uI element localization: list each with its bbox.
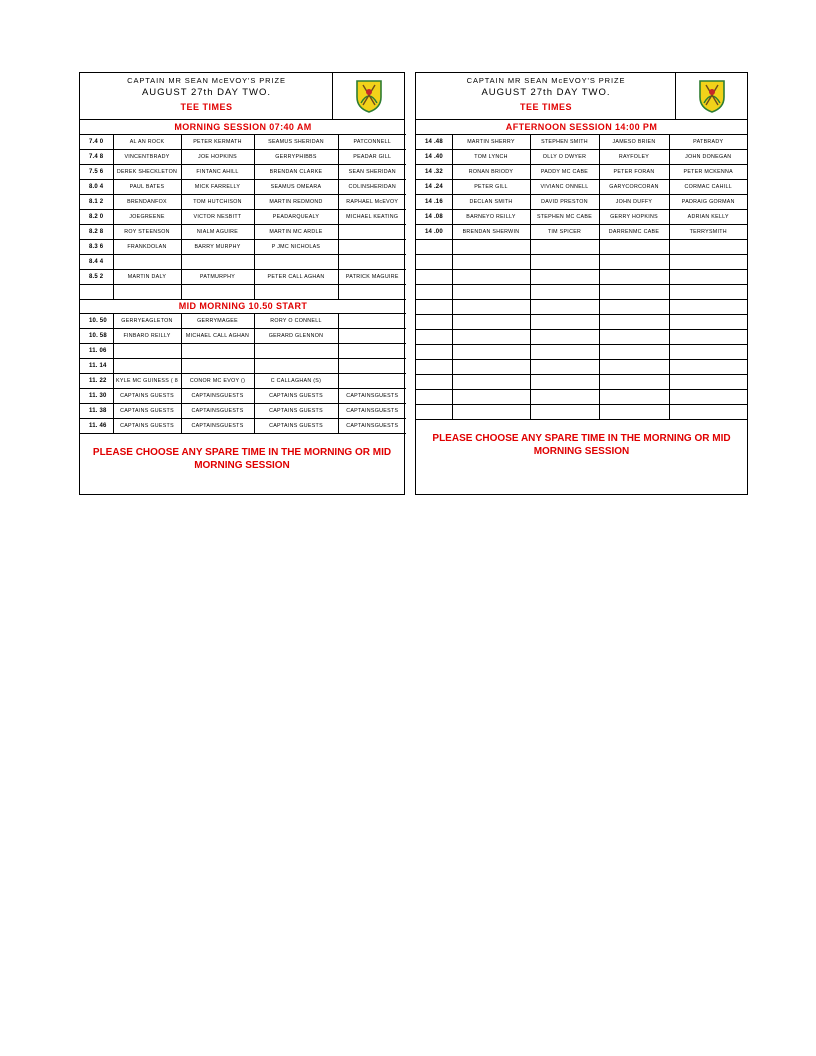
player-slot	[669, 374, 747, 389]
player-slot: VICTOR NESBITT	[181, 209, 254, 224]
player-slot	[669, 404, 747, 419]
tee-time: 11. 06	[80, 343, 113, 358]
player-slot	[113, 284, 181, 299]
tee-time-row	[80, 328, 406, 343]
player-slot	[669, 284, 747, 299]
tee-time-row	[416, 404, 747, 419]
player-slot	[530, 284, 599, 299]
player-slot: GERARD GLENNON	[254, 328, 338, 343]
player-slot: P JMC NICHOLAS	[254, 239, 338, 254]
tee-time-row	[416, 179, 747, 194]
player-slot	[599, 299, 669, 314]
player-slot: GERRY HOPKINS	[599, 209, 669, 224]
player-slot: SEAMUS OMEARA	[254, 179, 338, 194]
tee-time-row	[416, 209, 747, 224]
player-slot	[338, 373, 406, 388]
player-slot: AL AN ROCK	[113, 134, 181, 149]
tee-time-row	[416, 239, 747, 254]
player-slot: PEADAR GILL	[338, 149, 406, 164]
tee-time-row	[416, 299, 747, 314]
tee-time	[416, 269, 452, 284]
player-slot: DAVID PRESTON	[530, 194, 599, 209]
tee-time-row	[80, 343, 406, 358]
player-slot: RAPHAEL McEVOY	[338, 194, 406, 209]
tee-time-row	[416, 344, 747, 359]
tee-time: 11. 38	[80, 403, 113, 418]
player-slot: CAPTAINSGUESTS	[338, 418, 406, 433]
player-slot: MICHAEL CALL AGHAN	[181, 328, 254, 343]
player-slot	[338, 284, 406, 299]
tee-time: 8.0 4	[80, 179, 113, 194]
tee-time-row	[416, 194, 747, 209]
club-crest-icon	[698, 79, 726, 113]
player-slot	[530, 239, 599, 254]
tee-time: 14 .16	[416, 194, 452, 209]
player-slot	[599, 269, 669, 284]
player-slot: GERRYPHIBBS	[254, 149, 338, 164]
club-logo	[332, 73, 404, 119]
session-row	[80, 120, 406, 134]
player-slot: JOHN DONEGAN	[669, 149, 747, 164]
tee-time-row	[416, 374, 747, 389]
prize-title: CAPTAIN MR SEAN McEVOY'S PRIZE	[466, 76, 626, 85]
player-slot	[338, 254, 406, 269]
player-slot	[113, 343, 181, 358]
player-slot	[181, 284, 254, 299]
player-slot: CONOR MC EVOY ()	[181, 373, 254, 388]
player-slot	[599, 254, 669, 269]
player-slot	[530, 299, 599, 314]
tee-time: 11. 46	[80, 418, 113, 433]
player-slot	[669, 359, 747, 374]
sheet-header	[80, 73, 404, 120]
tee-time-row	[416, 284, 747, 299]
player-slot: CAPTAINS GUESTS	[113, 403, 181, 418]
player-slot: VIVIANC ONNELL	[530, 179, 599, 194]
tee-time-row	[80, 224, 406, 239]
tee-sheet-morning	[79, 72, 405, 495]
session-label: MORNING SESSION 07:40 AM	[80, 120, 406, 134]
player-slot: PETER KERMATH	[181, 134, 254, 149]
tee-time: 8.5 2	[80, 269, 113, 284]
player-slot: PETER MCKENNA	[669, 164, 747, 179]
tee-time: 8.1 2	[80, 194, 113, 209]
tee-time: 8.3 6	[80, 239, 113, 254]
player-slot: JOEGREENE	[113, 209, 181, 224]
player-slot	[452, 299, 530, 314]
tee-time: 14 .48	[416, 134, 452, 149]
tee-time-row	[80, 179, 406, 194]
player-slot: BRENDAN CLARKE	[254, 164, 338, 179]
player-slot	[669, 389, 747, 404]
tee-time-row	[80, 209, 406, 224]
player-slot	[530, 314, 599, 329]
player-slot: CAPTAINSGUESTS	[181, 418, 254, 433]
player-slot: DECLAN SMITH	[452, 194, 530, 209]
player-slot: FRANKDOLAN	[113, 239, 181, 254]
player-slot: PETER FORAN	[599, 164, 669, 179]
session-row	[416, 120, 747, 134]
player-slot: PAUL BATES	[113, 179, 181, 194]
player-slot	[599, 314, 669, 329]
player-slot: JOHN DUFFY	[599, 194, 669, 209]
player-slot	[452, 344, 530, 359]
player-slot: BARRY MURPHY	[181, 239, 254, 254]
player-slot	[452, 389, 530, 404]
player-slot: PATCONNELL	[338, 134, 406, 149]
player-slot: CAPTAINS GUESTS	[113, 388, 181, 403]
player-slot: PADRAIG GORMAN	[669, 194, 747, 209]
tee-time: 7.4 0	[80, 134, 113, 149]
club-logo	[675, 73, 747, 119]
tee-time	[416, 254, 452, 269]
player-slot	[669, 299, 747, 314]
player-slot	[452, 269, 530, 284]
tee-time	[416, 314, 452, 329]
tee-time-row	[80, 149, 406, 164]
player-slot: NIALM AGUIRE	[181, 224, 254, 239]
tee-time-row	[80, 313, 406, 328]
tee-time-row	[416, 134, 747, 149]
player-slot	[254, 284, 338, 299]
player-slot	[530, 329, 599, 344]
player-slot	[181, 343, 254, 358]
player-slot	[530, 269, 599, 284]
player-slot: TERRYSMITH	[669, 224, 747, 239]
player-slot	[669, 344, 747, 359]
player-slot	[254, 358, 338, 373]
player-slot	[338, 358, 406, 373]
tee-time-row	[416, 254, 747, 269]
player-slot	[599, 374, 669, 389]
player-slot	[113, 358, 181, 373]
tee-time	[416, 239, 452, 254]
player-slot: MARTIN REDMOND	[254, 194, 338, 209]
player-slot: PATMURPHY	[181, 269, 254, 284]
tee-time: 14 .32	[416, 164, 452, 179]
player-slot	[338, 343, 406, 358]
player-slot: COLINSHERIDAN	[338, 179, 406, 194]
player-slot	[452, 239, 530, 254]
player-slot	[452, 359, 530, 374]
tee-time: 8.2 8	[80, 224, 113, 239]
tee-time-row	[80, 388, 406, 403]
tee-time-row	[80, 134, 406, 149]
player-slot: C CALLAGHAN (S)	[254, 373, 338, 388]
player-slot: PETER CALL AGHAN	[254, 269, 338, 284]
tee-time-row	[80, 358, 406, 373]
player-slot: SEAMUS SHERIDAN	[254, 134, 338, 149]
player-slot: RONAN BRIODY	[452, 164, 530, 179]
player-slot	[452, 374, 530, 389]
player-slot: CAPTAINSGUESTS	[338, 403, 406, 418]
player-slot: PEADARQUEALY	[254, 209, 338, 224]
player-slot: CAPTAINS GUESTS	[254, 388, 338, 403]
tee-time: 14 .08	[416, 209, 452, 224]
player-slot: STEPHEN MC CABE	[530, 209, 599, 224]
tee-time: 7.4 8	[80, 149, 113, 164]
tee-time	[416, 344, 452, 359]
tee-time: 14 .00	[416, 224, 452, 239]
session-row	[80, 299, 406, 313]
player-slot	[530, 359, 599, 374]
event-date: AUGUST 27th DAY TWO.	[141, 87, 272, 98]
player-slot	[452, 314, 530, 329]
player-slot: PATRICK MAGUIRE	[338, 269, 406, 284]
player-slot: FINTANC AHILL	[181, 164, 254, 179]
tee-time-row	[416, 314, 747, 329]
player-slot: PATBRADY	[669, 134, 747, 149]
player-slot: CAPTAINSGUESTS	[181, 403, 254, 418]
player-slot: MICHAEL KEATING	[338, 209, 406, 224]
player-slot	[599, 404, 669, 419]
player-slot: DEREK SHECKLETON	[113, 164, 181, 179]
player-slot: SEAN SHERIDAN	[338, 164, 406, 179]
player-slot	[530, 389, 599, 404]
player-slot: BARNEYO REILLY	[452, 209, 530, 224]
player-slot: RAYFOLEY	[599, 149, 669, 164]
player-slot: CAPTAINSGUESTS	[181, 388, 254, 403]
player-slot	[452, 284, 530, 299]
player-slot: TOM LYNCH	[452, 149, 530, 164]
player-slot: TOM HUTCHISON	[181, 194, 254, 209]
player-slot: CORMAC CAHILL	[669, 179, 747, 194]
player-slot	[669, 314, 747, 329]
tee-time: 10. 50	[80, 313, 113, 328]
tee-time	[416, 389, 452, 404]
tee-time: 8.4 4	[80, 254, 113, 269]
sheet-header	[416, 73, 747, 120]
player-slot	[254, 343, 338, 358]
spare-time-notice: PLEASE CHOOSE ANY SPARE TIME IN THE MORNING OR MID MORNING SESSION	[432, 432, 731, 457]
player-slot: GERRYEAGLETON	[113, 313, 181, 328]
player-slot	[254, 254, 338, 269]
prize-title: CAPTAIN MR SEAN McEVOY'S PRIZE	[127, 76, 286, 85]
player-slot: PADDY MC CABE	[530, 164, 599, 179]
morning-table	[80, 120, 406, 434]
tee-time: 10. 58	[80, 328, 113, 343]
tee-time-row	[80, 254, 406, 269]
tee-time	[416, 299, 452, 314]
player-slot	[338, 224, 406, 239]
player-slot: GERRYMAGEE	[181, 313, 254, 328]
player-slot: ADRIAN KELLY	[669, 209, 747, 224]
tee-time	[80, 284, 113, 299]
tee-time	[416, 404, 452, 419]
tee-time: 14 .40	[416, 149, 452, 164]
tee-time	[416, 374, 452, 389]
player-slot: PETER GILL	[452, 179, 530, 194]
tee-time: 11. 22	[80, 373, 113, 388]
tee-time-row	[80, 269, 406, 284]
player-slot	[669, 269, 747, 284]
tee-time: 8.2 0	[80, 209, 113, 224]
player-slot: MARTIN MC ARDLE	[254, 224, 338, 239]
player-slot	[669, 239, 747, 254]
player-slot	[113, 254, 181, 269]
player-slot: MICK FARRELLY	[181, 179, 254, 194]
player-slot	[669, 329, 747, 344]
tee-time: 11. 14	[80, 358, 113, 373]
tee-time-row	[80, 284, 406, 299]
player-slot: JAMESO BRIEN	[599, 134, 669, 149]
player-slot: CAPTAINS GUESTS	[254, 403, 338, 418]
player-slot	[530, 254, 599, 269]
tee-time-row	[416, 329, 747, 344]
player-slot: TIM SPICER	[530, 224, 599, 239]
player-slot: RORY O CONNELL	[254, 313, 338, 328]
player-slot: MARTIN SHERRY	[452, 134, 530, 149]
player-slot: JOE HOPKINS	[181, 149, 254, 164]
player-slot	[599, 284, 669, 299]
player-slot	[452, 329, 530, 344]
tee-time-row	[80, 239, 406, 254]
tee-time-row	[80, 164, 406, 179]
tee-time: 11. 30	[80, 388, 113, 403]
session-label: AFTERNOON SESSION 14:00 PM	[416, 120, 747, 134]
tee-time-row	[416, 149, 747, 164]
afternoon-table	[416, 120, 747, 420]
tee-time	[416, 359, 452, 374]
player-slot: VINCENTBRADY	[113, 149, 181, 164]
player-slot	[338, 313, 406, 328]
tee-times-heading: TEE TIMES	[180, 102, 233, 112]
player-slot	[452, 404, 530, 419]
player-slot: KYLE MC GUINESS ( 8	[113, 373, 181, 388]
player-slot	[599, 359, 669, 374]
tee-time: 14 .24	[416, 179, 452, 194]
player-slot	[338, 239, 406, 254]
player-slot: FINBARO REILLY	[113, 328, 181, 343]
player-slot	[181, 358, 254, 373]
tee-time-row	[80, 194, 406, 209]
player-slot: CAPTAINSGUESTS	[338, 388, 406, 403]
player-slot: ROY STEENSON	[113, 224, 181, 239]
player-slot: DARRENMC CABE	[599, 224, 669, 239]
tee-time-row	[80, 418, 406, 433]
player-slot	[181, 254, 254, 269]
tee-time: 7.5 6	[80, 164, 113, 179]
player-slot: STEPHEN SMITH	[530, 134, 599, 149]
player-slot: BRENDANFOX	[113, 194, 181, 209]
player-slot: CAPTAINS GUESTS	[113, 418, 181, 433]
club-crest-icon	[355, 79, 383, 113]
player-slot	[530, 404, 599, 419]
player-slot	[669, 254, 747, 269]
player-slot	[452, 254, 530, 269]
player-slot: BRENDAN SHERWIN	[452, 224, 530, 239]
player-slot: MARTIN DALY	[113, 269, 181, 284]
player-slot: OLLY O DWYER	[530, 149, 599, 164]
tee-time	[416, 284, 452, 299]
player-slot	[530, 374, 599, 389]
player-slot	[599, 329, 669, 344]
tee-time-row	[80, 403, 406, 418]
tee-sheet-afternoon	[415, 72, 748, 495]
spare-time-notice: PLEASE CHOOSE ANY SPARE TIME IN THE MORNING OR MID MORNING SESSION	[92, 446, 392, 471]
tee-time-row	[416, 164, 747, 179]
player-slot	[599, 389, 669, 404]
session-label: MID MORNING 10.50 START	[80, 299, 406, 313]
tee-time-row	[416, 359, 747, 374]
tee-time-row	[416, 269, 747, 284]
tee-time	[416, 329, 452, 344]
tee-time-row	[80, 373, 406, 388]
player-slot: GARYCORCORAN	[599, 179, 669, 194]
player-slot	[338, 328, 406, 343]
tee-time-row	[416, 224, 747, 239]
tee-times-heading: TEE TIMES	[519, 102, 572, 112]
player-slot	[530, 344, 599, 359]
player-slot: CAPTAINS GUESTS	[254, 418, 338, 433]
player-slot	[599, 239, 669, 254]
tee-time-row	[416, 389, 747, 404]
event-date: AUGUST 27th DAY TWO.	[481, 87, 611, 98]
player-slot	[599, 344, 669, 359]
